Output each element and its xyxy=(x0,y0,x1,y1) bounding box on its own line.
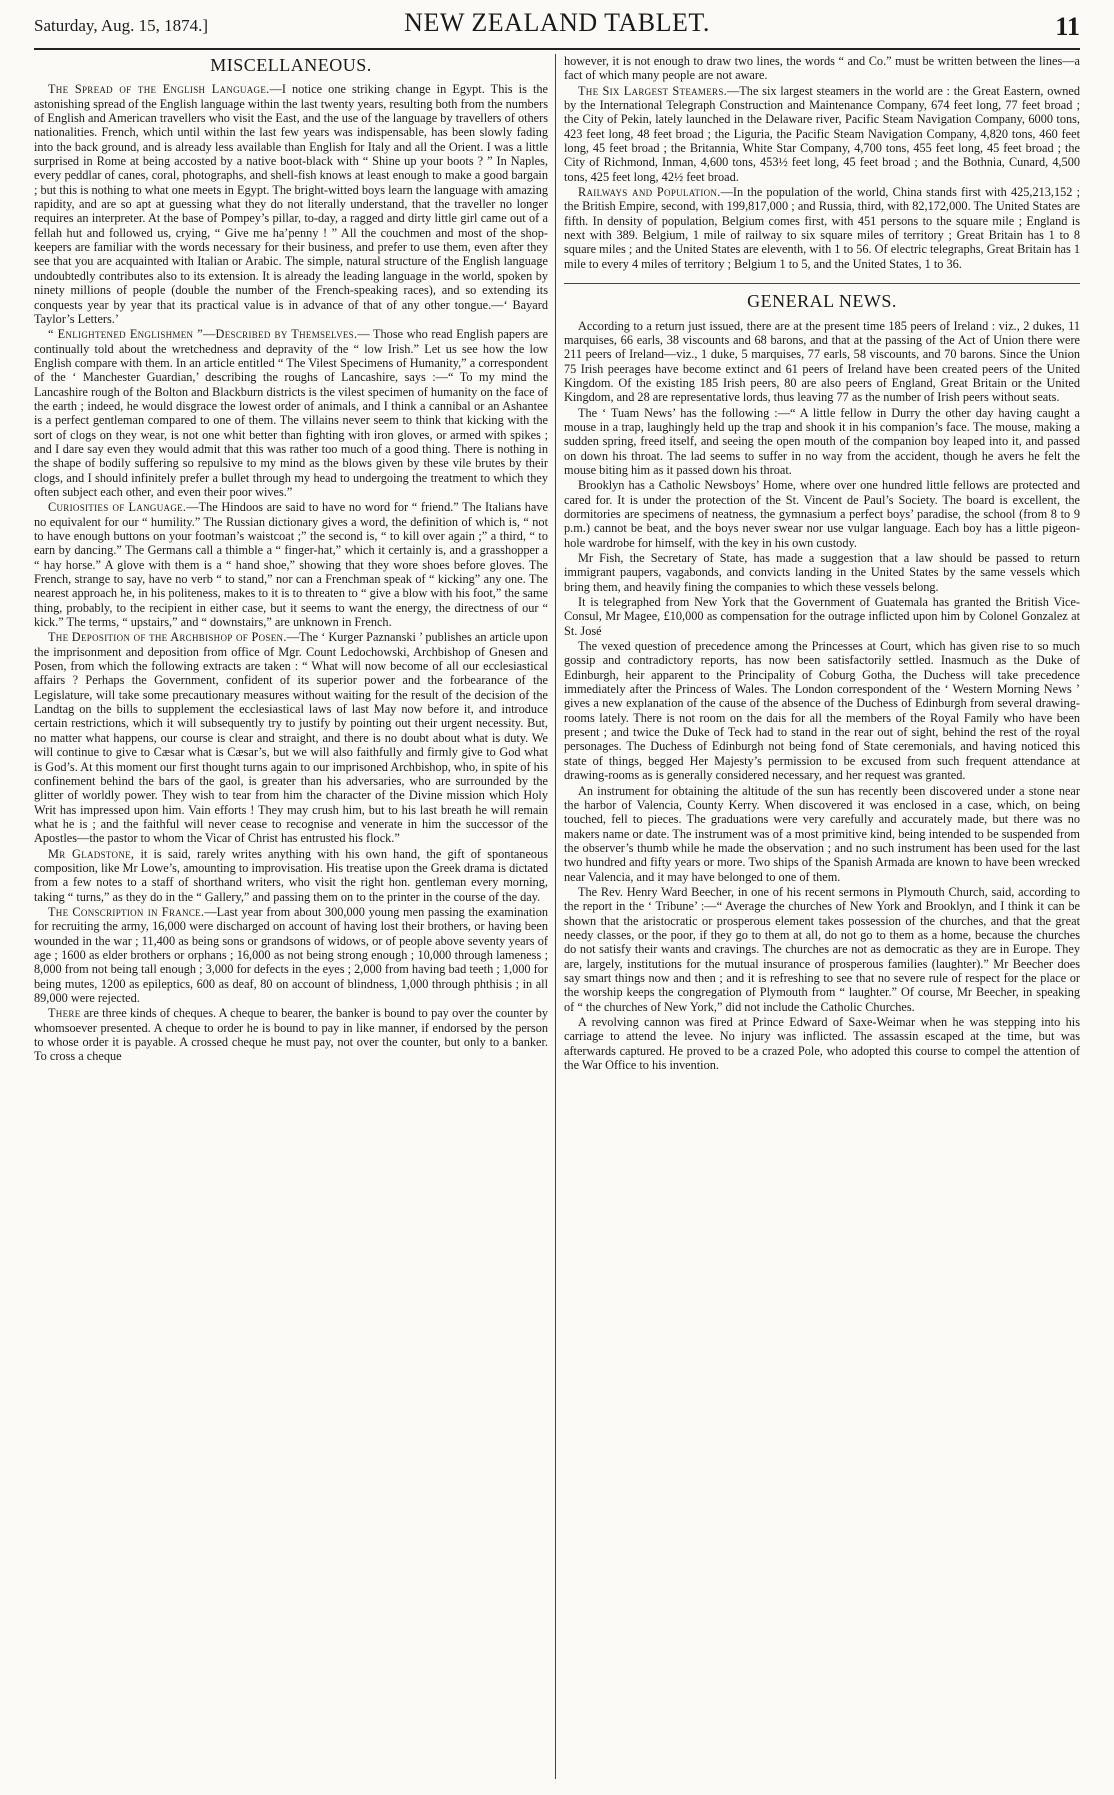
news-paragraph: An instrument for obtaining the altitude of the sun has recently been discovered under a stone near the harbor of Valencia, County Kerry. When discovered it was enclosed in a case, which, on being touched, fell to pieces. The graduations were very carefully and accurately made, but there was no makers name or date. The instrument was of a most primitive kind, being intended to be suspended from the observer’s thumb while he made the observation ; and no such instrument has been used for the last two hundred and fifty years or more. Two ships of the Spanish Armada are known to have been wrecked near Valencia, and it may have belonged to one of them. xyxy=(564,783,1080,884)
article-heading: The Six Largest Steamers. xyxy=(578,83,727,98)
section-title-miscellaneous: MISCELLANEOUS. xyxy=(210,55,372,75)
article-heading: There xyxy=(48,1006,81,1021)
news-paragraph: The ‘ Tuam News’ has the following :—“ A little fellow in Durry the other day having caught a mouse in a trap, laughingly held up the trap and shook it in his companion’s face. The mouse, making a sudden spring, freed itself, and seeing the open mouth of the companion boy leaped into it, and passed on down his throat. The lad seems to suffer in no way from the accident, though he avers he felt the mouse biting him as it passed down his throat. xyxy=(564,405,1080,477)
newspaper-title: NEW ZEALAND TABLET. xyxy=(404,8,710,37)
left-column xyxy=(34,54,548,1779)
article-heading: The Spread of the English Language. xyxy=(48,82,270,97)
article-body: —The Hindoos are said to have no word for “ friend.” The Italians have no equivalent for our “ humility.” The Russian dictionary gives a word, the definition of which is, “ not to have enough buttons on your footman’s waistcoat ;” the second is, “ to kill over again ;” a third, “ to earn by dancing.” The Germans call a thimble a “ finger-hat,” which it certainly is, and a grasshopper a “ hay horse.” A glove with them is a “ hand shoe,” showing that they wore shoes before gloves. The French, strange to say, have no verb “ to stand,” nor can a Frenchman speak of “ kicking” any one. The nearest approach he, in his politeness, makes to it is to threaten to “ give a blow with his foot,” the same thing, probably, to the recipient in either case, but it seems to want the energy, the directness of our “ kick.” The terms, “ upstairs,” and “ downstairs,” are unknown in French. xyxy=(34,500,548,630)
article-heading: The Conscription in France. xyxy=(48,904,205,919)
masthead-rule xyxy=(34,48,1080,50)
section-title-general-news: GENERAL NEWS. xyxy=(564,283,1080,308)
news-paragraph: Mr Fish, the Secretary of State, has made a suggestion that a law should be passed to return immigrant paupers, vagabonds, and convicts landing in the United States by the same vessels which bring them, and heavily fining the companies to which these vessels belong. xyxy=(564,551,1080,594)
article-heading: The Deposition of the Archbishop of Posen. xyxy=(48,630,287,645)
article-paragraph xyxy=(34,1006,548,1063)
masthead xyxy=(34,6,1080,46)
article-heading: “ Enlightened Englishmen ”—Described by Themselves. xyxy=(48,327,358,342)
article-heading: Railways and Population. xyxy=(578,185,721,200)
article-paragraph xyxy=(564,84,1080,184)
article-paragraph xyxy=(34,905,548,1005)
article-body: —The six largest steamers in the world are : the Great Eastern, owned by the International Telegraph Construction and Maintenance Company, 674 feet long, 77 feet broad ; the City of Pekin, lately launched in the Delaware river, Pacific Steam Navigation Company, 6000 tons, 423 feet long, 48 feet broad ; the Liguria, the Pacific Steam Navigation Company, 4,820 tons, 460 feet long, 45 feet broad ; the Britannia, White Star Company, 4,700 tons, 455 feet long, 45 feet broad ; the City of Richmond, Inman, 4,600 tons, 453½ feet long, 45 feet broad ; and the Bothnia, Cunard, 4,500 tons, 425 feet long, 42½ feet broad. xyxy=(564,83,1080,184)
article-heading: Curiosities of Language. xyxy=(48,500,187,515)
news-paragraph: The vexed question of precedence among the Princesses at Court, which has given rise to so much gossip and contradictory reports, has now been satisfactorily settled. Inasmuch as the Duke of Edinburgh, heir apparent to the Principality of Coburg Gotha, the Duchess will take precedence immediately after the Princess of Wales. The London correspondent of the ‘ Western Morning News ’ gives a new explanation of the cause of the absence of the Duchess of Edinburgh from several drawing-rooms lately. There is not room on the dais for all the members of the Royal Family who have been present ; and twice the Duke of Teck had to stand in the rear out of sight, behind the rest of the royal personages. The Duchess of Edinburgh not being fond of State ceremonials, and having noticed this state of things, begged Her Majesty’s permission to be excused from such frequent attendance at drawing-rooms as is generally considered necessary, and her request was granted. xyxy=(564,639,1080,783)
article-heading: Mr Gladstone, xyxy=(48,846,135,861)
news-paragraph: Brooklyn has a Catholic Newsboys’ Home, where over one hundred little fellows are protected and cared for. It is under the protection of the St. Vincent de Paul’s Society. The board is excellent, the dormitories are specimens of neatness, the gymnasium a perfect boys’ paradise, the school (from 8 to 9 p.m.) cannot be beat, and the boys never swear nor use vulgar language. Each boy has a little pigeon-hole wardrobe for himself, with the key in his own custody. xyxy=(564,478,1080,550)
article-body: —Last year from about 300,000 young men passing the examination for recruiting the army, 16,000 were discharged on account of having lost their brothers, or having been wounded in the war ; 11,400 as being sons or grandsons of widows, or of people above seventy years of age ; 1600 as elder brothers or orphans ; 16,000 as not being strong enough ; 10,000 through lameness ; 8,000 from not being tall enough ; 3,000 for defects in the eyes ; 2,000 from having bad teeth ; 1,000 for being mutes, 1200 as epileptics, 600 as deaf, 80 on account of blindness, 1,000 through phthisis ; in all 89,000 were rejected. xyxy=(34,904,548,1005)
news-paragraph: According to a return just issued, there are at the present time 185 peers of Ireland : viz., 2 dukes, 11 marquises, 66 earls, 38 viscounts and 68 barons, and that at the passing of the Act of Union there were 211 peers of Ireland—viz., 1 duke, 5 marquises, 77 earls, 58 viscounts, and 70 barons. Since the Union 75 Irish peerages have become extinct and 61 peers of Ireland have been created peers of the United Kingdom. Of the existing 185 Irish peers, 80 are also peers of England, Great Britain or the United Kingdom, and 28 are representative lords, thus leaving 77 as the number of Irish peers without seats. xyxy=(564,318,1080,405)
issue-date: Saturday, Aug. 15, 1874.] xyxy=(34,16,209,35)
article-paragraph xyxy=(34,630,548,845)
article-body: it is said, rarely writes anything with his own hand, the gift of spontaneous composition, like Mr Lowe’s, amounting to improvisation. His treatise upon the Greek drama is dictated from a few notes to a staff of shorthand writers, who visit the right hon. gentleman every morning, taking “ turns,” as they do in the “ Gallery,” and passing them on to the printer in the course of the day. xyxy=(34,846,548,904)
article-body: —In the population of the world, China stands first with 425,213,152 ; the British Empire, second, with 199,817,000 ; and Russia, third, with 82,172,000. The United States are fifth. In density of population, Belgium comes first, with 451 persons to the square mile ; England is next with 389. Belgium, 1 mile of railway to six square miles of territory ; Great Britain has 1 to 8 square miles ; and the United States are eleventh, with 1 to 56. Of electric telegraphs, Great Britain has 1 mile to every 4 miles of territory ; Belgium 1 to 5, and the United States, 1 to 36. xyxy=(564,185,1080,271)
article-paragraph xyxy=(34,82,548,326)
article-paragraph xyxy=(34,847,548,904)
news-paragraph: The Rev. Henry Ward Beecher, in one of his recent sermons in Plymouth Church, said, according to the report in the ‘ Tribune’ :—“ Average the churches of New York and Brooklyn, and I think it can be shown that the aristocratic or prosperous element takes possession of the churches, and that the great needy classes, or the poor, if they go to them at all, do not go to them as a home, because the churches do not satisfy their wants and cravings. The churches are not as democratic as they are in Europe. They are, largely, institutions for the mutual insurance of prosperous families (laughter).” Mr Beecher does say smart things now and then ; and it is refreshing to see that no severe rule of respect for the place or the worship keeps the congregation of Plymouth from “ laughter.” Of course, Mr Beecher, in speaking of “ the churches of New York,” did not include the Catholic Churches. xyxy=(564,884,1080,1014)
article-body: —The ‘ Kurger Paznanski ’ publishes an article upon the imprisonment and deposition from office of Mgr. Count Ledochowski, Archbishop of Gnesen and Posen, from which the following extracts are taken : “ What will now become of all our ecclesiastical affairs ? Perhaps the Government, confident of its superior power and the forbearance of the Legislature, will take some precautionary measures without waiting for the result of the decision of the Landtag on the bills to supplement the ecclesiastical laws of last May now before it, and introduce certain restrictions, which it will subsequently try to justify by pointing out their urgent necessity. But, no matter what happens, our course is clear and straight, and there is no doubt about what is duty. We will continue to give to Cæsar what is Cæsar’s, but we will also faithfully and firmly give to God what is God’s. At this moment our first thought turns again to our imprisoned Archbishop, who, in spite of his confinement behind the bars of the gaol, is greater than his adversaries, who are surrounded by the glitter of worldly power. They wish to tear from him the character of the Divine mission which Holy Writ has impressed upon him. Vain efforts ! They may crush him, but to his last breath he will remain what he is ; and the faithful will never cease to recognise and venerate in him the successor of the Apostles—the pastor to whom the Vicar of Christ has entrusted his flock.” xyxy=(34,630,548,846)
news-paragraph: A revolving cannon was fired at Prince Edward of Saxe-Weimar when he was stepping into his carriage to attend the levee. No injury was inflicted. The assassin escaped at the time, but was afterwards captured. He proved to be a crazed Pole, who adopted this course to compel the attention of the War Office to his invention. xyxy=(564,1015,1080,1073)
right-column xyxy=(564,54,1080,1779)
article-paragraph xyxy=(34,500,548,629)
article-paragraph xyxy=(34,327,548,499)
continuation-paragraph: however, it is not enough to draw two lines, the words “ and Co.” must be written between the lines—a fact of which many people are not aware. xyxy=(564,54,1080,83)
article-body: — Those who read English papers are continually told about the wretchedness and depravity of the “ low Irish.” Let us see how the low English compare with them. In an article entitled “ The Vilest Specimens of Humanity,” a correspondent of the ‘ Manchester Guardian,’ describing the roughs of Lancashire, says :—“ To my mind the Lancashire rough of the Bolton and Blackburn districts is the vilest specimen of humanity on the face of the earth ; indeed, he would disgrace the lowest order of animals, and I think a cannibal or an Ashantee is a perfect gentleman compared to one of them. The villains never seem to think that kicking with the sort of clogs on they wear, is not one whit better than fighting with iron gloves, or armed with spikes ; and I dare say even they would admit that this was rather too much of a good thing. There is nothing in the shape of bodily suffering so repulsive to my mind as the blows given by these vile brutes by their clogs, and I should infinitely prefer a bullet through my head to undergoing the treatment to which they often subject each other, and even their poor wives.” xyxy=(34,327,548,499)
column-divider xyxy=(555,54,556,1779)
article-body: are three kinds of cheques. A cheque to bearer, the banker is bound to pay over the counter by whomsoever presented. A cheque to order he is bound to pay in like manner, if endorsed by the person to whose order it is payable. A crossed cheque he must pay, not over the counter, but only to a banker. To cross a cheque xyxy=(34,1006,548,1064)
article-paragraph xyxy=(564,185,1080,271)
news-paragraph: It is telegraphed from New York that the Government of Guatemala has granted the British Vice-Consul, Mr Magee, £10,000 as compensation for the outrage inflicted upon him by Colonel Gonzalez at St. José xyxy=(564,595,1080,638)
page-number: 11 xyxy=(1055,12,1080,41)
article-body: —I notice one striking change in Egypt. This is the astonishing spread of the English language within the last twenty years, resulting both from the numbers of English and American travellers who visit the East, and the use of the language by travellers of others nationalities. French, which until within the last few years was indispensable, has been slowly fading into the back ground, and is already less available than English for Italy and all the Orient. I was a little surprised in Rome at being accosted by a native boot-black with “ Shine up your boots ? ” In Naples, every peddlar of canes, coral, photographs, and shell-fish knows at least enough to make a good bargain ; but this is nothing to what one meets in Egypt. The bright-witted boys learn the language with amazing rapidity, and are so apt at guessing what they do not literally understand, that the traveller no longer requires an interpreter. At the base of Pompey’s pillar, to-day, a ragged and dirty little girl came out of a fellah hut and followed us, crying, “ Give me ha’penny ! ” All the couchmen and most of the shop-keepers are familiar with the words necessary for their business, and prefer to use them, even after they see that you are acquainted with Italian or Arabic. The simple, natural structure of the English language undoubtedly contributes also to its extension. It is already the leading language in the world, spoken by ninety millions of people (double the number of the French-speaking races), and so extending its conquests year by year that its practical value is in advance of that of any other tongue.—‘ Bayard Taylor’s Letters.’ xyxy=(34,82,548,326)
